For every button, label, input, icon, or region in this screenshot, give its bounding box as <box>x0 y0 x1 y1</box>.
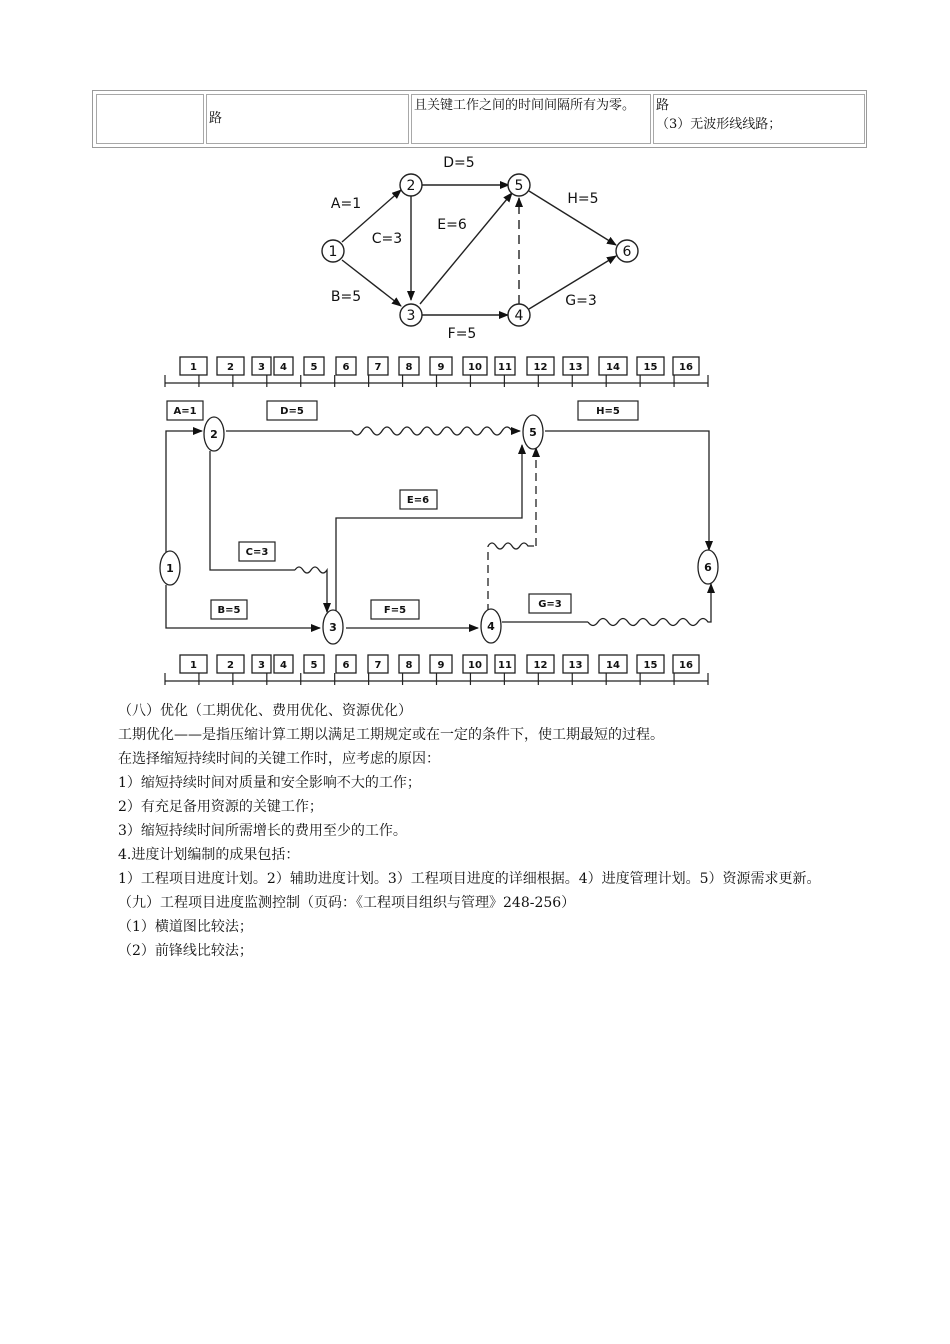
activity-label: F=5 <box>383 605 407 616</box>
scale-label: 15 <box>643 362 658 373</box>
node-label: 3 <box>406 308 416 324</box>
scale-label: 16 <box>679 660 693 671</box>
scale-label: 16 <box>679 362 693 373</box>
node-label: 1 <box>328 244 338 260</box>
scale-label: 10 <box>468 660 482 671</box>
edge-label: D=5 <box>443 155 475 171</box>
activity-label: A=1 <box>173 406 197 417</box>
edge-label: A=1 <box>330 196 362 212</box>
section-heading: （八）优化（工期优化、费用优化、资源优化） <box>118 703 412 719</box>
paragraph: 1）工程项目进度计划。2）辅助进度计划。3）工程项目进度的详细根据。4）进度管理计划。5）资源需求更新。 <box>118 871 821 887</box>
list-item: 2）有充足备用资源的关键工作； <box>118 799 323 815</box>
scale-label: 14 <box>606 362 620 373</box>
arrow-a <box>166 431 202 552</box>
paragraph: 工期优化——是指压缩计算工期以满足工期规定或在一定的条件下，使工期最短的过程。 <box>118 727 664 743</box>
activity-label: C=3 <box>245 547 269 558</box>
edge-label: G=3 <box>565 293 597 309</box>
node-label: 5 <box>514 178 524 194</box>
wave-g <box>588 584 711 626</box>
scale-label: 1 <box>190 362 197 373</box>
timescale-node-label: 1 <box>166 562 174 575</box>
node-label: 2 <box>406 178 416 194</box>
edge-label: E=6 <box>437 217 467 233</box>
scale-label: 15 <box>643 660 658 671</box>
scale-label: 8 <box>405 362 413 373</box>
table-cell: 路 （3）无波形线线路； <box>653 94 865 144</box>
scale-label: 9 <box>437 362 445 373</box>
wave-c <box>295 567 327 612</box>
scale-label: 1 <box>190 660 197 671</box>
edge-label: B=5 <box>330 289 362 305</box>
body-text <box>92 699 882 963</box>
section-heading: （九）工程项目进度监测控制（页码：《工程项目组织与管理》248-256） <box>118 895 576 911</box>
edge-label: C=3 <box>371 231 403 247</box>
node-label: 4 <box>514 308 524 324</box>
scale-label: 12 <box>533 362 548 373</box>
scale-label: 13 <box>568 660 583 671</box>
timescale-node-label: 6 <box>704 561 712 574</box>
arrow-h <box>545 431 709 550</box>
scale-label: 13 <box>568 362 583 373</box>
scale-label: 4 <box>280 362 287 373</box>
paragraph: 4.进度计划编制的成果包括： <box>118 847 300 863</box>
scale-label: 14 <box>606 660 620 671</box>
time-scale-top <box>165 357 708 387</box>
list-item: 3）缩短持续时间所需增长的费用至少的工作。 <box>118 823 407 839</box>
activity-label: H=5 <box>596 406 620 417</box>
list-item: （1）横道图比较法； <box>118 919 253 935</box>
scale-label: 3 <box>258 362 265 373</box>
scale-label: 5 <box>310 362 318 373</box>
time-scale-bottom <box>165 655 708 685</box>
list-item: 1）缩短持续时间对质量和安全影响不大的工作； <box>118 775 421 791</box>
timescale-node-label: 2 <box>210 428 218 441</box>
scale-label: 5 <box>310 660 318 671</box>
scale-label: 4 <box>280 660 287 671</box>
scale-label: 10 <box>468 362 482 373</box>
activity-label: B=5 <box>217 605 241 616</box>
scale-label: 12 <box>533 660 548 671</box>
paragraph: 在选择缩短持续时间的关键工作时，应考虑的原因： <box>118 751 440 767</box>
scale-label: 7 <box>374 660 382 671</box>
timescale-node-label: 3 <box>329 621 337 634</box>
scale-label: 6 <box>342 660 350 671</box>
wave-d <box>352 427 520 435</box>
list-item: （2）前锋线比较法； <box>118 943 253 959</box>
timescale-node-label: 4 <box>487 620 495 633</box>
activity-label: E=6 <box>406 495 430 506</box>
table-cell: 路 <box>206 94 409 144</box>
edge-label: H=5 <box>567 191 599 207</box>
scale-label: 2 <box>227 362 234 373</box>
scale-label: 11 <box>498 660 512 671</box>
scale-label: 8 <box>405 660 413 671</box>
arrow-e <box>336 445 522 612</box>
scale-label: 2 <box>227 660 234 671</box>
scale-label: 11 <box>498 362 512 373</box>
edge-e <box>420 193 512 304</box>
table-cell: 且关键工作之间的时间间隔所有为零。 <box>411 94 651 144</box>
scale-label: 7 <box>374 362 382 373</box>
scale-label: 3 <box>258 660 265 671</box>
activity-label: G=3 <box>538 599 562 610</box>
timescale-node-label: 5 <box>529 426 537 439</box>
scale-label: 9 <box>437 660 445 671</box>
edge-label: F=5 <box>447 326 477 342</box>
wave-dummy <box>488 543 534 549</box>
node-label: 6 <box>622 244 632 260</box>
scale-label: 6 <box>342 362 350 373</box>
activity-label: D=5 <box>280 406 304 417</box>
